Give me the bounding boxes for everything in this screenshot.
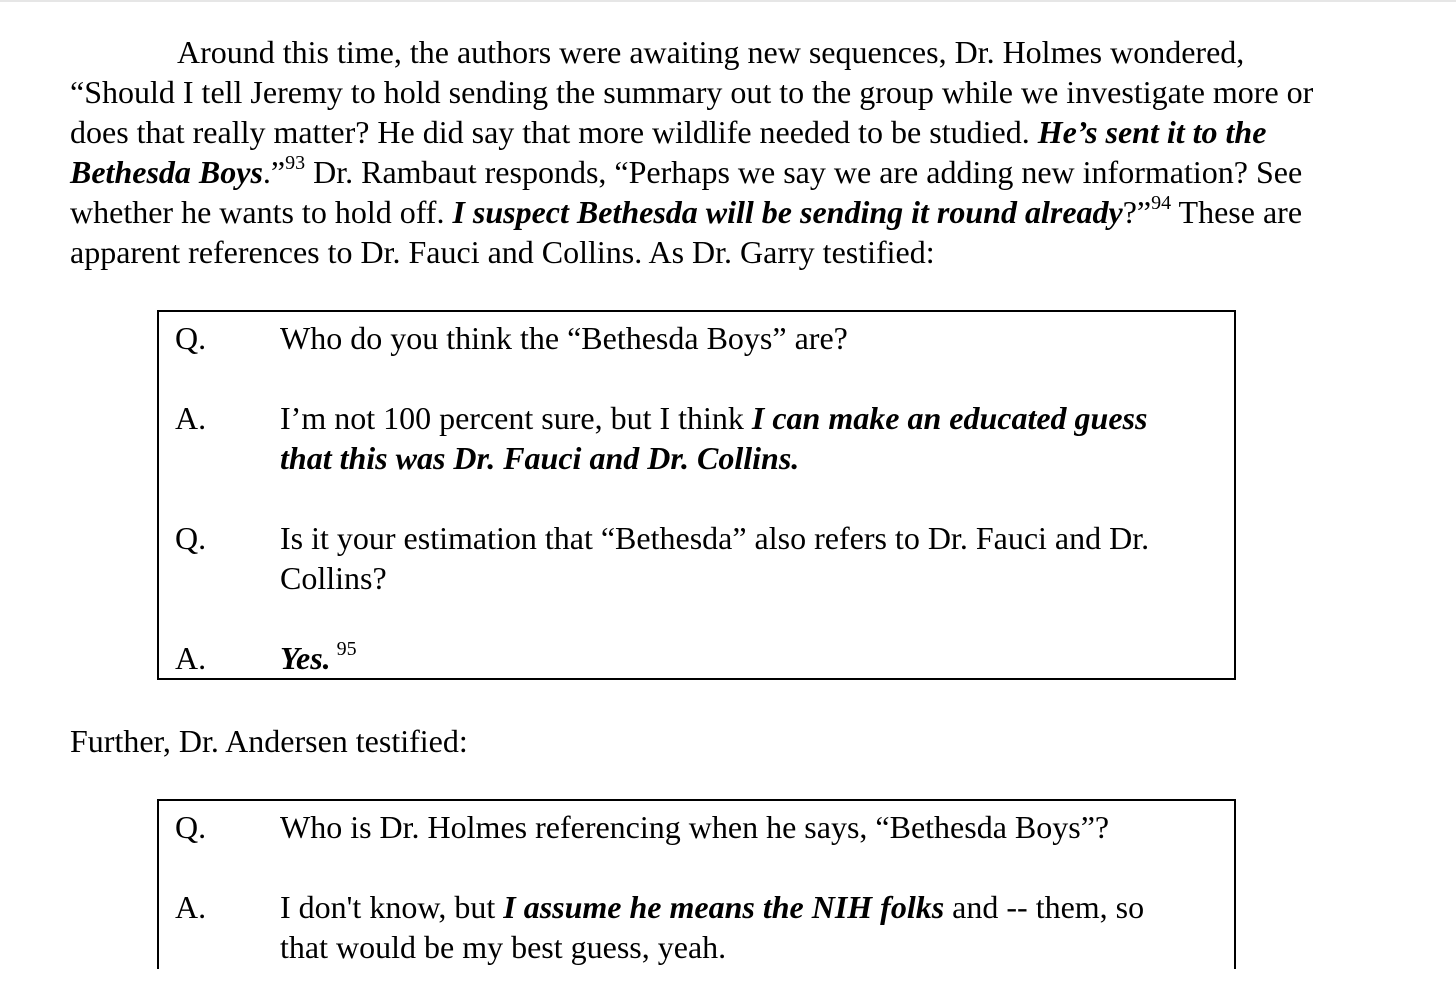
qa-text bbox=[280, 398, 1230, 478]
qa-label: Q. bbox=[175, 320, 207, 356]
paragraph-line-5 bbox=[70, 192, 1430, 232]
emphasis-text: I can make an educated guess bbox=[751, 400, 1148, 436]
paragraph-text: Dr. Rambaut responds, “Perhaps we say we are adding new information? See bbox=[305, 154, 1303, 190]
paragraph-line-3 bbox=[70, 112, 1430, 152]
footnote-ref-93: 93 bbox=[285, 152, 306, 175]
qa-line bbox=[280, 398, 1230, 438]
paragraph-text: These are bbox=[1171, 194, 1303, 230]
emphasis-text: I suspect Bethesda will be sending it round already bbox=[452, 194, 1123, 230]
footnote-ref-94: 94 bbox=[1151, 192, 1172, 215]
footnote-ref-95: 95 bbox=[336, 638, 357, 660]
section-intro: Further, Dr. Andersen testified: bbox=[70, 723, 468, 759]
qa-plain: I don't know, but bbox=[280, 889, 504, 925]
paragraph-text: .” bbox=[262, 154, 286, 190]
emphasis-text: Yes. bbox=[280, 640, 331, 676]
paragraph-text: ?” bbox=[1122, 194, 1152, 230]
top-divider bbox=[0, 0, 1456, 2]
body-paragraph bbox=[70, 32, 1430, 272]
paragraph-text: whether he wants to hold off. bbox=[70, 194, 453, 230]
emphasis-text: that this was Dr. Fauci and Dr. Collins. bbox=[280, 440, 800, 476]
qa-text bbox=[280, 807, 1230, 847]
qa-label: A. bbox=[175, 400, 207, 436]
qa-text bbox=[280, 518, 1230, 598]
paragraph-line-1 bbox=[70, 32, 1430, 72]
qa-label: Q. bbox=[175, 809, 207, 845]
testimony-box-andersen bbox=[157, 799, 1236, 969]
qa-label: A. bbox=[175, 640, 207, 676]
emphasis-text: I assume he means the NIH folks bbox=[503, 889, 945, 925]
qa-plain: I’m not 100 percent sure, but I think bbox=[280, 400, 752, 436]
qa-line: Who do you think the “Bethesda Boys” are? bbox=[280, 320, 848, 356]
paragraph-text: apparent references to Dr. Fauci and Collins. As Dr. Garry testified: bbox=[70, 234, 935, 270]
qa-text bbox=[280, 318, 1230, 358]
paragraph-text: does that really matter? He did say that more wildlife needed to be studied. bbox=[70, 114, 1038, 150]
paragraph-line-4 bbox=[70, 152, 1430, 192]
qa-label: A. bbox=[175, 889, 207, 925]
testimony-box-garry bbox=[157, 310, 1236, 680]
qa-text bbox=[280, 887, 1230, 967]
emphasis-text: He’s sent it to the bbox=[1037, 114, 1267, 150]
emphasis-text: Bethesda Boys bbox=[70, 154, 263, 190]
qa-line: that would be my best guess, yeah. bbox=[280, 929, 727, 965]
qa-line: Is it your estimation that “Bethesda” also refers to Dr. Fauci and Dr. bbox=[280, 520, 1150, 556]
qa-plain: and -- them, so bbox=[944, 889, 1145, 925]
qa-line: Who is Dr. Holmes referencing when he says, “Bethesda Boys”? bbox=[280, 809, 1110, 845]
qa-label: Q. bbox=[175, 520, 207, 556]
paragraph-text: “Should I tell Jeremy to hold sending the summary out to the group while we investigate more or bbox=[70, 74, 1314, 110]
paragraph-line-6 bbox=[70, 232, 1430, 272]
paragraph-line-2 bbox=[70, 72, 1430, 112]
qa-text bbox=[280, 638, 1230, 683]
qa-line bbox=[280, 638, 1230, 683]
qa-line: Collins? bbox=[280, 560, 387, 596]
qa-line bbox=[280, 887, 1230, 927]
paragraph-text: Around this time, the authors were awaiting new sequences, Dr. Holmes wondered, bbox=[177, 34, 1245, 70]
